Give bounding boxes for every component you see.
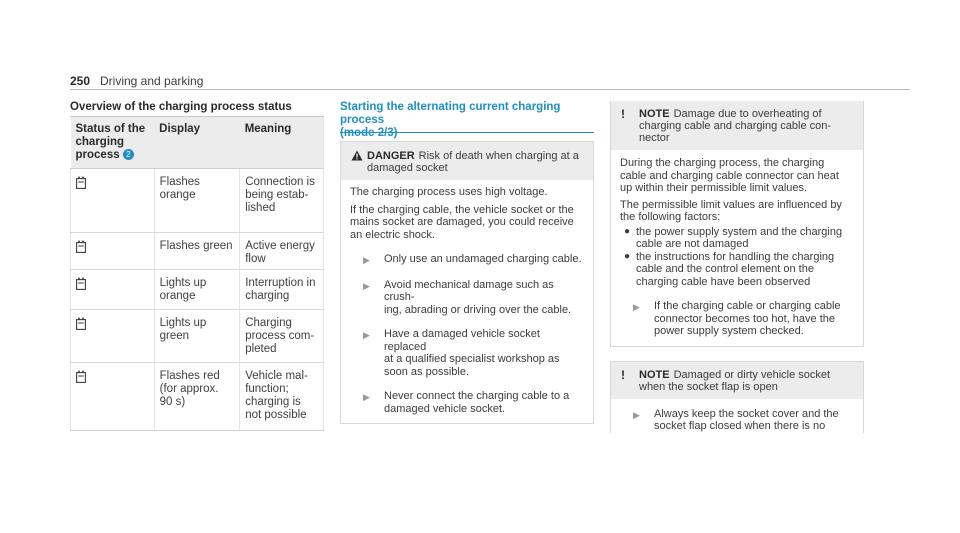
step-arrow-icon: ▶ — [363, 280, 370, 291]
charging-status-icon — [76, 240, 86, 253]
paragraph: The charging process uses high voltage. — [350, 186, 548, 198]
display-column-header: Display — [154, 117, 240, 168]
table-row — [71, 168, 324, 232]
status-cell — [71, 168, 155, 232]
meaning-cell: Active energy flow — [240, 232, 324, 269]
display-cell: Lights up orange — [154, 269, 240, 309]
display-cell: Flashes green — [154, 232, 240, 269]
meaning-cell: Charging process com- pleted — [240, 309, 324, 362]
status-cell — [71, 362, 155, 430]
step-arrow-icon: ▶ — [363, 392, 370, 402]
instruction-step: ▶ Never connect the charging cable to a damaged vehicle socket. — [363, 390, 570, 415]
note-label: NOTE — [639, 108, 670, 120]
paragraph: If the charging cable, the vehicle socket or the mains socket are damaged, you could receive an electric shock. — [350, 203, 574, 241]
notes-section — [610, 101, 864, 433]
note-dirty-socket — [610, 361, 864, 433]
ac-charging-title: Starting the alternating current charging process (mode 2/3) — [340, 101, 594, 133]
charging-status-icon — [76, 277, 86, 290]
status-overview-title: Overview of the charging process status — [70, 101, 324, 117]
charging-status-icon — [76, 370, 86, 383]
exclamation-icon: ! — [621, 107, 625, 121]
table-row — [71, 309, 324, 362]
meaning-cell: Connection is being estab- lished — [240, 168, 324, 232]
list-item: ● the power supply system and the charging cable are not damaged — [624, 225, 843, 250]
table-row — [71, 232, 324, 269]
warning-triangle-icon — [351, 150, 367, 174]
display-cell: Flashes red (for approx. 90 s) — [154, 362, 240, 430]
note-header: ! NOTE Damaged or dirty vehicle socket when the socket flap is open — [611, 362, 863, 399]
ac-charging-section — [340, 101, 594, 424]
instruction-step: ▶ If the charging cable or charging cable connector becomes too hot, have the power supply system checked. — [633, 300, 841, 337]
paragraph: During the charging process, the charging cable and charging cable connector can heat up within their permissible limit values. — [620, 157, 839, 194]
instruction-step: ▶ Have a damaged vehicle socket replaced at a qualified specialist workshop as soon as possible. — [363, 328, 560, 378]
bullet-dot-icon: ● — [624, 250, 631, 262]
step-arrow-icon: ▶ — [633, 409, 640, 420]
note-body — [611, 399, 863, 433]
instruction-step: ▶ Avoid mechanical damage such as crush- ing, abrading or driving over the cable. — [363, 278, 572, 316]
danger-notice-header: DANGER Risk of death when charging at a damaged socket — [341, 142, 593, 180]
status-column-header: Status of the charging process 2 — [71, 117, 155, 168]
note-header: ! NOTE Damage due to overheating of charging cable and charging cable con- nector — [611, 101, 863, 150]
callout-badge: 2 — [123, 149, 134, 160]
display-cell: Flashes orange — [154, 168, 240, 232]
list-item: ● the instructions for handling the charging cable and the control element on the charging cable have been observed — [624, 250, 835, 288]
danger-notice-body — [341, 180, 593, 423]
page-number: 250 — [70, 74, 91, 88]
step-arrow-icon: ▶ — [633, 302, 640, 312]
page-header — [70, 74, 910, 90]
charging-status-icon — [76, 317, 86, 330]
status-cell — [71, 232, 155, 269]
table-row — [71, 362, 324, 430]
instruction-step: ▶ Always keep the socket cover and the socket flap closed when there is no — [633, 407, 839, 432]
meaning-column-header: Meaning — [240, 117, 324, 168]
bullet-dot-icon: ● — [624, 225, 631, 237]
note-label: NOTE — [639, 368, 670, 381]
instruction-step: ▶ Only use an undamaged charging cable. — [363, 253, 582, 265]
status-table-header-row — [71, 117, 324, 168]
charging-status-icon — [76, 176, 86, 189]
exclamation-icon: ! — [621, 367, 625, 382]
table-row — [71, 269, 324, 309]
display-cell: Lights up green — [154, 309, 240, 362]
note-overheating — [610, 101, 864, 347]
step-arrow-icon: ▶ — [363, 330, 370, 340]
page-section-title: Driving and parking — [100, 74, 204, 88]
step-arrow-icon: ▶ — [363, 255, 370, 265]
danger-label: DANGER — [367, 150, 415, 162]
status-overview-section — [70, 101, 324, 431]
bullet-list — [620, 226, 855, 289]
note-body — [611, 150, 863, 346]
status-cell — [71, 269, 155, 309]
status-cell — [71, 309, 155, 362]
danger-notice — [340, 141, 594, 424]
status-table — [70, 117, 324, 431]
meaning-cell: Vehicle mal- function; charging is not possible — [240, 362, 324, 430]
paragraph: The permissible limit values are influenced by the following factors: — [620, 198, 842, 223]
meaning-cell: Interruption in charging — [240, 269, 324, 309]
